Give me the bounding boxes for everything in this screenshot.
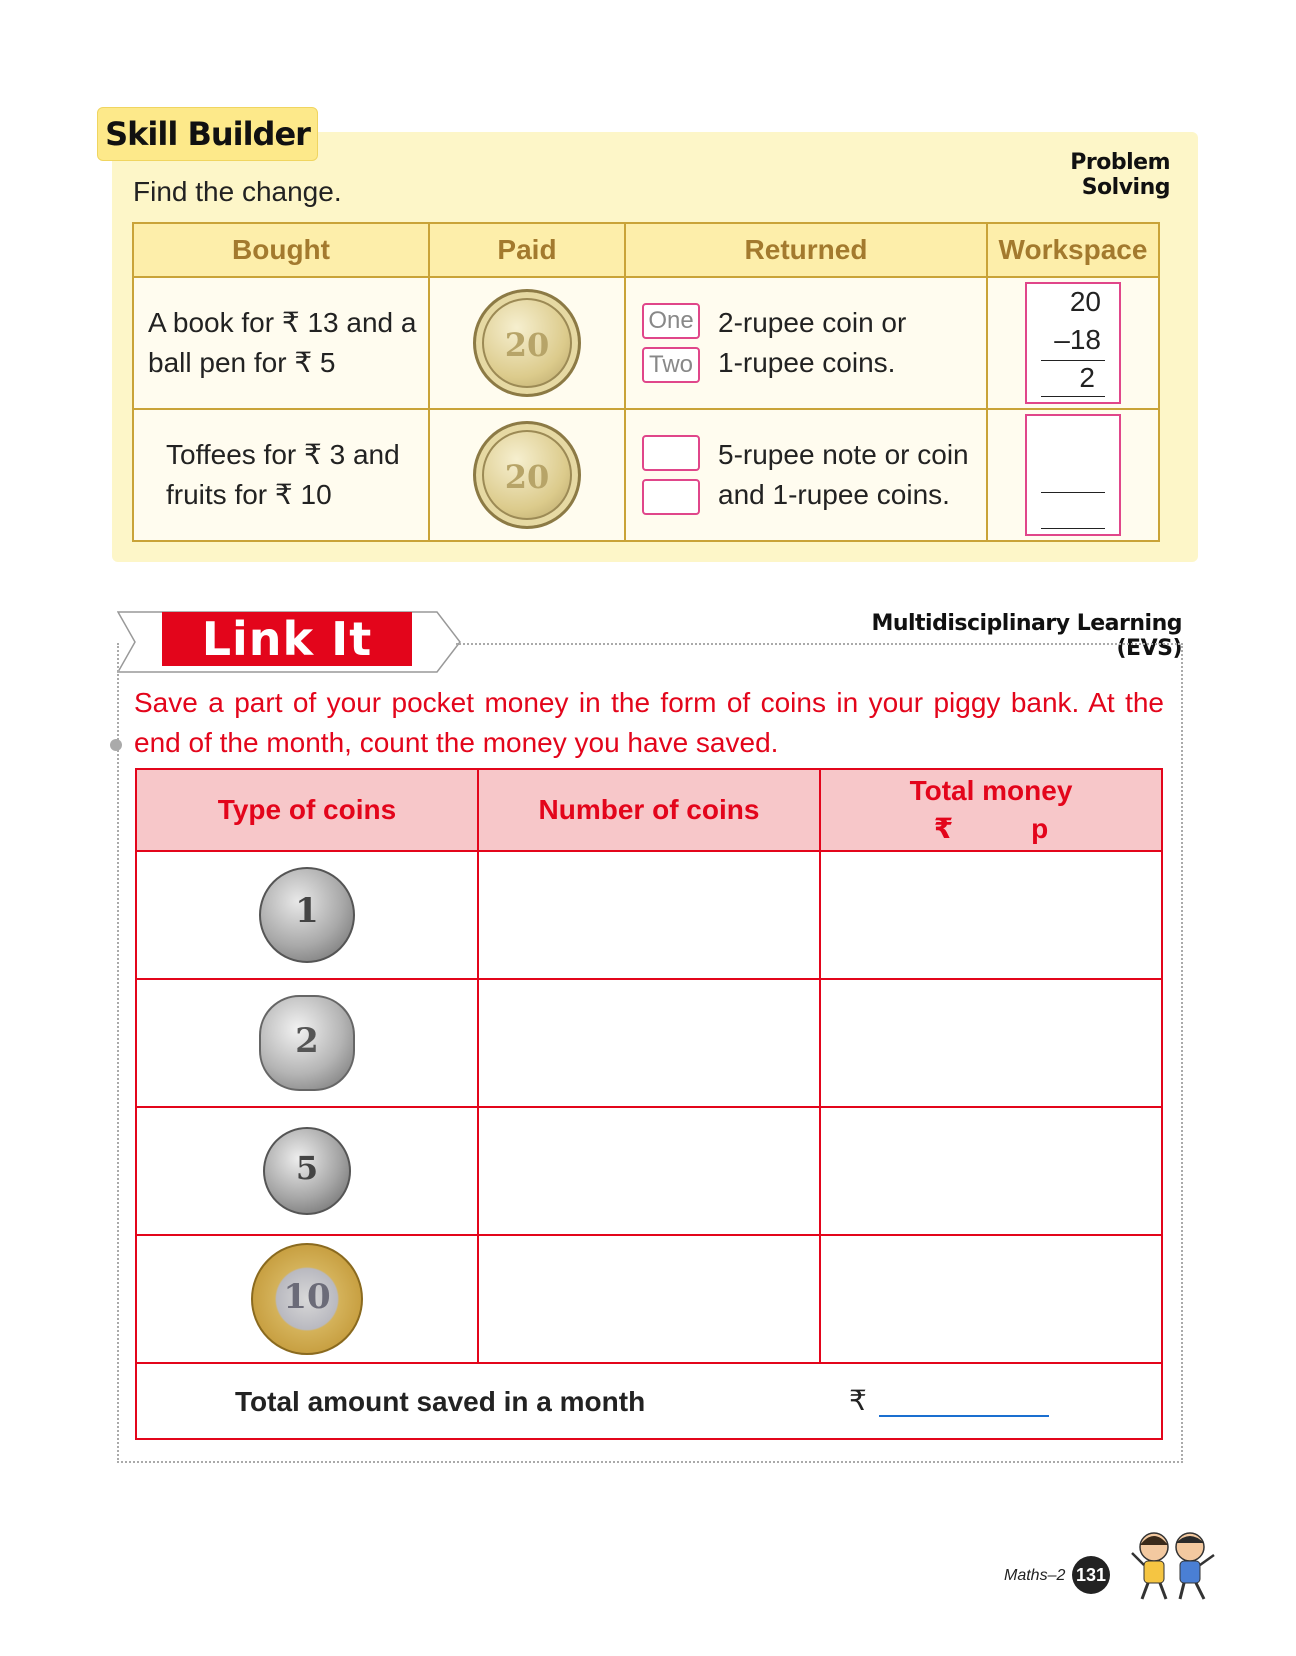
total-amount-field[interactable] [849,1384,1049,1417]
twenty-rupee-coin-icon: 20 [473,289,581,397]
header-total-money: Total money ₹ p [820,769,1162,851]
bought-cell: A book for ₹ 13 and a ball pen for ₹ 5 [133,277,429,409]
bullet-dot [110,739,122,751]
total-money-cell[interactable] [820,1107,1162,1235]
number-of-coins-cell[interactable] [478,1107,820,1235]
header-number-of-coins: Number of coins [478,769,820,851]
workspace-box[interactable]: 20 –18 2 [1025,282,1121,404]
ten-rupee-coin-icon: 10 [251,1243,363,1355]
header-paid: Paid [429,223,625,277]
table-row [133,409,1159,541]
bought-cell: Toffees for ₹ 3 and fruits for ₹ 10 [133,409,429,541]
total-row [136,1363,1162,1439]
answer-box[interactable]: One [642,303,700,339]
workspace-box[interactable] [1025,414,1121,536]
table-row [136,851,1162,979]
link-it-title: Link It [162,612,412,666]
problem-solving-label: Problem Solving [1070,150,1170,200]
children-illustration-icon [1122,1525,1222,1605]
header-workspace: Workspace [987,223,1159,277]
link-it-instruction: Save a part of your pocket money in the form of coins in your piggy bank. At the end of the month, count the money you have saved. [134,687,1164,758]
answer-box[interactable] [642,435,700,471]
multidisciplinary-label: Multidisciplinary Learning (EVS) [871,611,1182,661]
link-it-top-border [456,643,1180,645]
number-of-coins-cell[interactable] [478,851,820,979]
total-money-cell[interactable] [820,1235,1162,1363]
header-returned: Returned [625,223,987,277]
two-rupee-coin-icon: 2 [259,995,355,1091]
total-amount-label: Total amount saved in a month [235,1386,646,1417]
paid-cell [429,277,625,409]
five-rupee-coin-icon: 5 [263,1127,351,1215]
number-of-coins-cell[interactable] [478,979,820,1107]
workspace-cell [987,277,1159,409]
coin-savings-table [135,768,1163,1440]
find-change-instruction: Find the change. [133,176,342,207]
total-amount-blank[interactable] [879,1389,1049,1417]
skill-builder-tab: Skill Builder [97,107,318,161]
workspace-cell [987,409,1159,541]
change-table [132,222,1160,542]
total-money-cell[interactable] [820,979,1162,1107]
page-number: 131 [1072,1556,1110,1594]
table-row [136,979,1162,1107]
table-row [136,1107,1162,1235]
table-row [133,277,1159,409]
table-row [136,1235,1162,1363]
header-type-of-coins: Type of coins [136,769,478,851]
returned-cell: 5-rupee note or coin and 1-rupee coins. [625,409,987,541]
book-title: Maths–2 [1004,1567,1066,1584]
one-rupee-coin-icon: 1 [259,867,355,963]
answer-box[interactable] [642,479,700,515]
header-bought: Bought [133,223,429,277]
rupee-symbol: ₹ [849,1385,867,1416]
paid-cell [429,409,625,541]
answer-box[interactable]: Two [642,347,700,383]
twenty-rupee-coin-icon: 20 [473,421,581,529]
returned-cell: One Two 2-rupee coin or 1-rupee coins. [625,277,987,409]
total-money-cell[interactable] [820,851,1162,979]
number-of-coins-cell[interactable] [478,1235,820,1363]
